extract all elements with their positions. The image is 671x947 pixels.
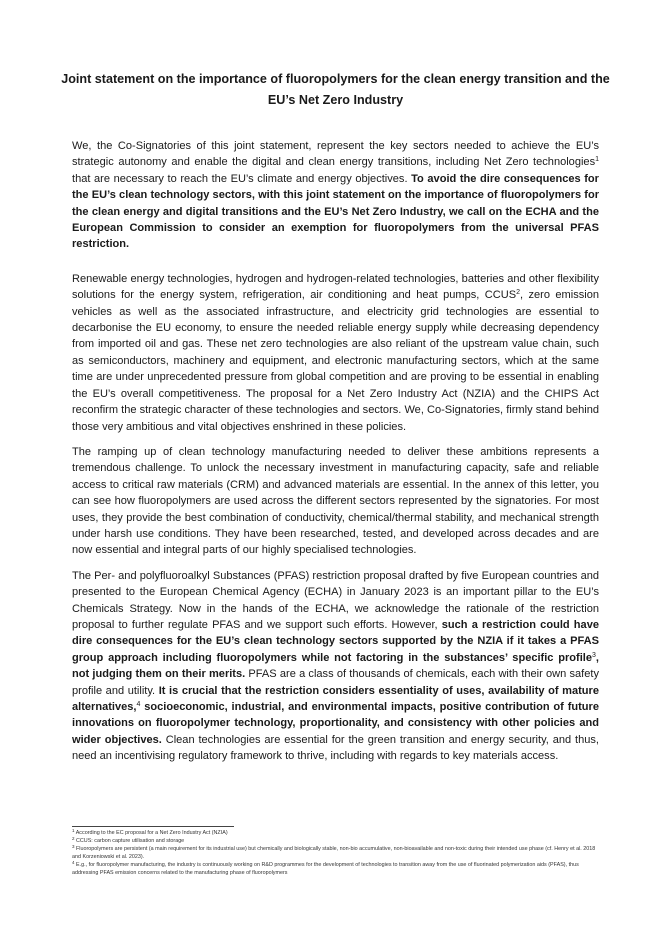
intro-text-cont: that are necessary to reach the EU’s climate and energy objectives. [72,172,412,185]
technologies-text-cont: , zero emission vehicles as well as the associated infrastructure, and electricity grid technologies are essential to decarbonise the EU economy, to ensure the needed reliable energy supply while decreasing dependency from imported oil and gas. These net zero technologies are also reliant of the upstream value chain, such as semiconductors, machinery and equipment, and electronic manufacturing sectors, which at the same time are under unprecedented pressure from global competition and are proving to be essential in enabling the EU’s overall competitiveness. The proposal for a Net Zero Industry Act (NZIA) and the CHIPS Act reconfirm the strategic character of these technologies and sectors. We, Co-Signatories, firmly stand behind those very ambitious and vital objectives enshrined in these policies. [72,289,600,433]
footnote-text: CCUS: carbon capture utilisation and storage [74,838,185,844]
footnote-ref-2: 2 [516,289,520,297]
footnote-ref-4: 4 [136,701,141,708]
paragraph-manufacturing: The ramping up of clean technology manufacturing needed to deliver these ambitions represents a tremendous challenge. To unlock the necessary investment in manufacturing capacity, safe and reliable access to critical raw materials (CRM) and advanced materials are essential. In the annex of this letter, you can see how fluoropolymers are used across the different sectors represented by the signatories. For most uses, they provide the best combination of conductivity, chemical/thermal stability, and mechanical strength under harsh use conditions. They have been researched, tested, and developed across decades and are now essential and integral parts of our highly specialised technologies. [72,445,599,557]
footnote-text: Fluoropolymers are persistent (a main requirement for its industrial use) but chemically and biologically stable, non-bio accumulative, non-bioavailable and non-toxic during their intended use phase (cf. Henry et al. 2018 and Korzeniowski et al. 2023). [72,846,596,860]
footnote-4 [72,861,599,877]
footnote-2 [72,837,599,845]
title-line-1: Joint statement on the importance of fluoropolymers for the clean energy transition and the [61,72,610,86]
footnote-separator [72,826,234,827]
intro-text: We, the Co-Signatories of this joint statement, represent the key sectors needed to achieve the EU’s strategic autonomy and enable the digital and clean energy transitions, including Net Zero technologies [72,140,599,169]
pfas-consequences: such a restriction could have dire consequences for the EU’s clean technology sectors supported by the NZIA if it takes a PFAS group approach including fluoropolymers while not factoring in the substances’ specific profile [72,618,599,664]
footnote-text: E.g., for fluoropolymer manufacturing, the industry is continuously working on R&D programmes for the development of technologies to transition away from the use of fluorinated polymerization aids (PFAS), thus addressing PFAS emission concerns related to the manufacturing phase of fluoropolymers [72,862,579,876]
footnote-1 [72,829,599,837]
paragraph-intro [72,138,599,253]
pfas-essentiality: It is crucial that the restriction considers essentiality of uses, availability of mature alternatives, [72,684,599,713]
document-body [72,138,599,774]
footnote-number: 1 [72,828,75,833]
footnote-ref-1: 1 [595,156,599,164]
pfas-closing-text: Clean technologies are essential for the green transition and energy security, and thus, need an incentivising regulatory framework to thrive, including with regards to key materials access. [72,733,599,763]
document-title [60,69,611,111]
pfas-merits: , not judging them on their merits. [72,651,599,681]
footnote-number: 3 [72,844,75,849]
paragraph-technologies [72,271,599,435]
footnote-number: 2 [72,836,75,841]
intro-call-to-action: To avoid the dire consequences for the EU’s clean technology sectors, with this joint statement on the importance of fluoropolymers for the clean energy and digital transitions and the EU’s Net Zero Industry, we call on the ECHA and the European Commission to consider an exemption for fluoropolymers from the universal PFAS restriction. [72,172,599,251]
footnotes [72,829,599,877]
footnote-3 [72,845,599,861]
pfas-impacts: socioeconomic, industrial, and environmental impacts, positive contribution of future innovations on fluoropolymer technology, proportionality, and consistency with other policies and wider objectives. [72,701,599,746]
technologies-text: Renewable energy technologies, hydrogen and hydrogen-related technologies, batteries and other flexibility solutions for the energy system, refrigeration, air conditioning and heat pumps, CCUS [72,272,599,302]
pfas-class-text: PFAS are a class of thousands of chemicals, each with their own safety profile and utility. [72,668,599,697]
footnote-ref-3: 3 [592,651,596,659]
title-line-2: EU’s Net Zero Industry [267,93,404,107]
paragraph-pfas-restriction [72,568,599,765]
footnote-text: According to the EC proposal for a Net Zero Industry Act (NZIA) [74,830,228,836]
pfas-text: The Per- and polyfluoroalkyl Substances (PFAS) restriction proposal drafted by five European countries and presented to the European Chemical Agency (ECHA) in January 2023 is an important pillar to the EU’s Chemicals Strategy. Now in the hands of the ECHA, we acknowledge the rationale of the restriction proposal to further regulate PFAS and we support such efforts. However, [72,569,599,631]
footnote-number: 4 [72,860,75,865]
